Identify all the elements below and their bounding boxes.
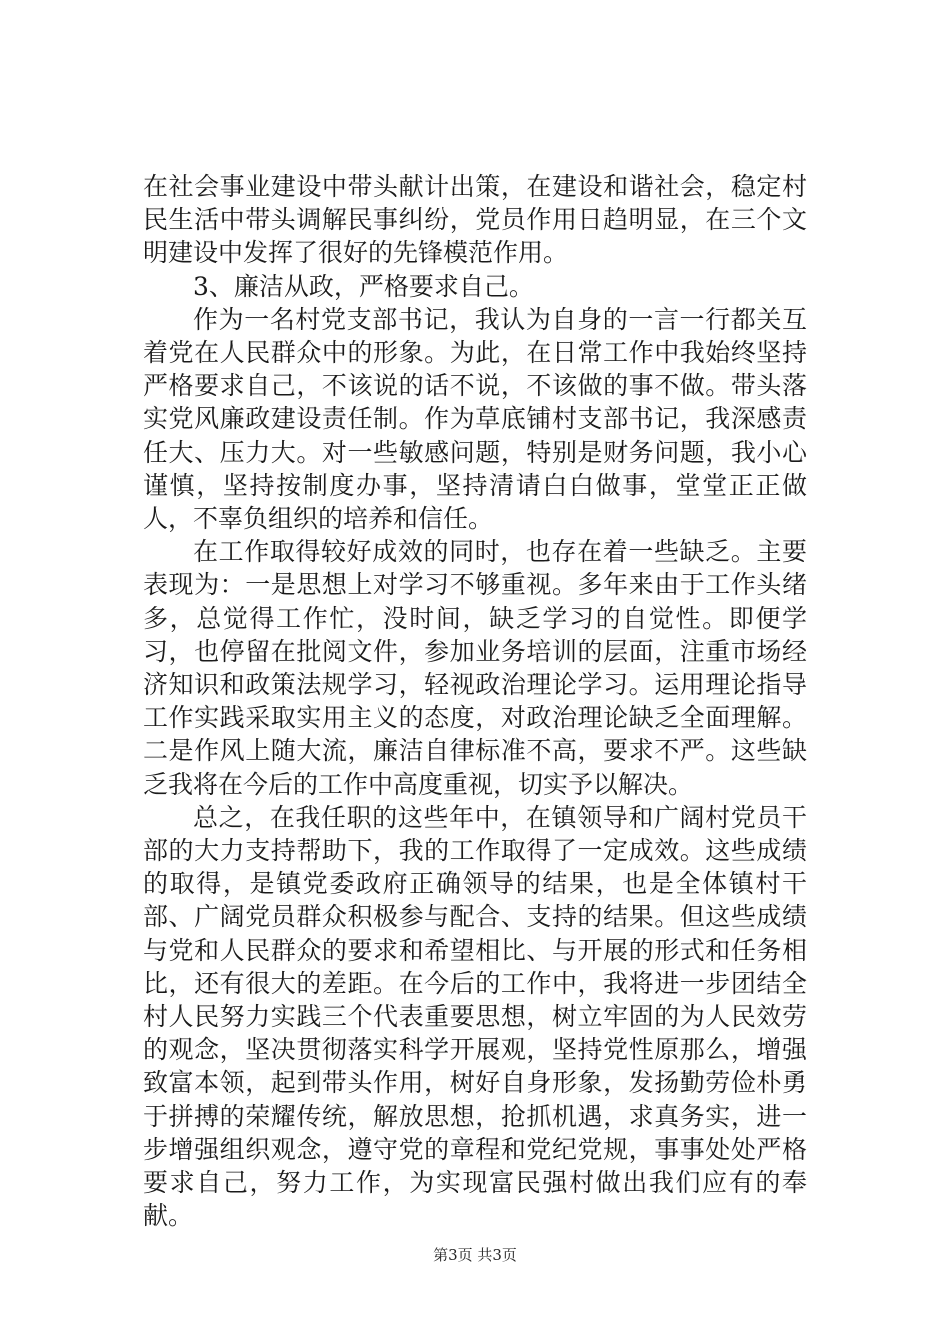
body-text [143,170,807,1233]
paragraph: 在工作取得较好成效的同时，也存在着一些缺乏。主要表现为：一是思想上对学习不够重视。多年来由于工作头绪多，总觉得工作忙，没时间，缺乏学习的自觉性。即便学习，也停留在批阅文件，参加业务培训的层面，注重市场经济知识和政策法规学习，轻视政治理论学习。运用理论指导工作实践采取实用主义的态度，对政治理论缺乏全面理解。二是作风上随大流，廉洁自律标准不高，要求不严。这些缺乏我将在今后的工作中高度重视，切实予以解决。 [143,537,807,799]
page-footer: 第3页 共3页 [433,1246,517,1264]
paragraph-continuation: 在社会事业建设中带头献计出策，在建设和谐社会，稳定村民生活中带头调解民事纠纷，党员作用日趋明显，在三个文明建设中发挥了很好的先锋模范作用。 [143,172,807,268]
section-heading: 3、廉洁从政，严格要求自己。 [193,271,534,301]
paragraph: 作为一名村党支部书记，我认为自身的一言一行都关互着党在人民群众中的形象。为此，在日常工作中我始终坚持严格要求自己，不该说的话不说，不该做的事不做。带头落实党风廉政建设责任制。作为草底铺村支部书记，我深感责任大、压力大。对一些敏感问题，特别是财务问题，我小心谨慎，坚持按制度办事，坚持清请白白做事，堂堂正正做人，不辜负组织的培养和信任。 [143,304,807,534]
paragraph: 总之，在我任职的这些年中，在镇领导和广阔村党员干部的大力支持帮助下，我的工作取得了一定成效。这些成绩的取得，是镇党委政府正确领导的结果，也是全体镇村干部、广阔党员群众积极参与配合、支持的结果。但这些成绩与党和人民群众的要求和希望相比、与开展的形式和任务相比，还有很大的差距。在今后的工作中，我将进一步团结全村人民努力实践三个代表重要思想，树立牢固的为人民效劳的观念，坚决贯彻落实科学开展观，坚持党性原那么，增强致富本领，起到带头作用，树好自身形象，发扬勤劳俭朴勇于拼搏的荣耀传统，解放思想，抢抓机遇，求真务实，进一步增强组织观念，遵守党的章程和党纪党规，事事处处严格要求自己，努力工作，为实现富民强村做出我们应有的奉献。 [143,802,807,1231]
